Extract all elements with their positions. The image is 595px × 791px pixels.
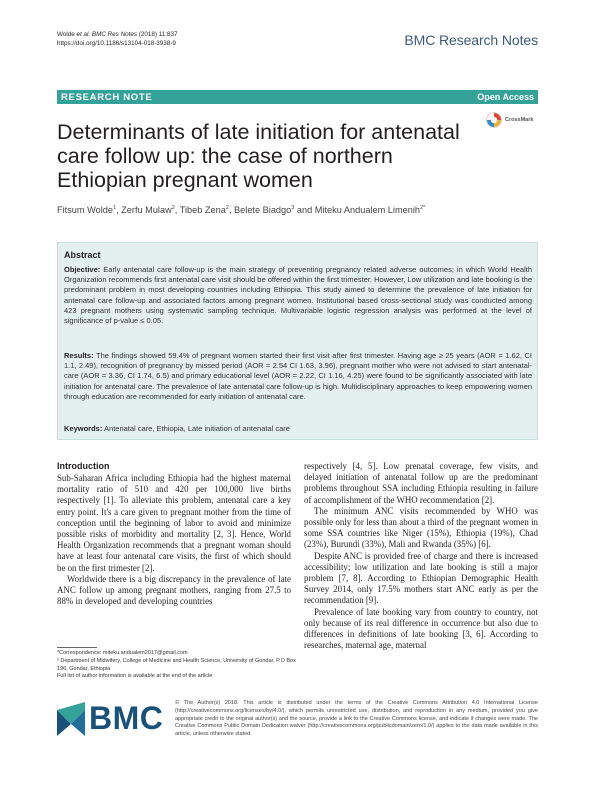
section-heading-introduction: Introduction <box>57 461 110 471</box>
footnote <box>57 650 297 681</box>
paragraph: Sub-Saharan Africa including Ethiopia had the highest maternal mortality ratio of 510 and 420 per 100,000 live births respectively [1]. To alleviate this problem, antenatal care a key entry point. It's a care given to pregnant mother from the time of conception until the beginning of labor to avoid and minimize possible risks of morbidity and mortality [2, 3]. Hence, World Health Organization recommends that a pregnant woman should have at least four antenatal care visits, the first of which should be on the first trimester [2]. <box>57 473 291 573</box>
affiliation: ² Department of Midwifery, College of Medicine and Health Science, University of Gondar, P.O Box 196, Gondar, Ethiopia <box>57 657 296 672</box>
correspondence[interactable]: *Correspondence: miteku.andualem2017@gmail.com <box>57 650 188 656</box>
abstract-box <box>57 242 538 440</box>
bmc-logo <box>57 700 163 737</box>
affiliation-mark: 3 <box>291 205 295 211</box>
paragraph: respectively [4, 5]. Low prenatal coverage, few visits, and delayed initiation of antenatal follow up are the predominant problems throughout SSA including Ethiopia resulting in failure of accomplishment of the WHO recommendation [2]. <box>304 461 538 505</box>
paragraph: Prevalence of late booking vary from country to country, not only because of its real difference in occurrence but also due to differences in definitions of late booking [3, 6]. According to researches, maternal age, maternal <box>304 606 538 651</box>
article-type-banner <box>57 90 538 104</box>
author[interactable]: Belete Biadgo <box>234 205 292 216</box>
license-text: © The Author(s) 2018. This article is distributed under the terms of the Creative Commons Attribution 4.0 International License (http://creativecommons.org/licenses/by/4.0/), which permits unrestricted use, distribution, and reproduction in any medium, provided you give appropriate credit to the original author(s) and the source, provide a link to the Creative Commons license, and indicate if changes were made. The Creative Commons Public Domain Dedication waiver (http://creativecommons.org/publicdomain/zero/1.0/) applies to the data made available in this article, unless otherwise stated. <box>175 700 538 738</box>
crossmark-badge[interactable] <box>486 112 533 128</box>
keywords-text: Antenatal care, Ethiopia, Late initiation of antenatal care <box>104 424 290 433</box>
paragraph: Worldwide there is a big discrepancy in the prevalence of late ANC follow up among pregnant mothers, ranging from 27.5 to 88% in developed and developing countries <box>57 573 291 607</box>
bmc-logo-text: BMC <box>89 700 164 736</box>
objective-text: Early antenatal care follow-up is the main strategy of preventing pregnancy related adverse outcomes; in which World Health Organization recommends first antenatal care visit should be offered within the first trimester. However, Low utilization and late booking is the predominant problem in most developing countries including Ethiopia. This study aimed to determine the prevalence of late initiation for antenatal care follow-up and associated factors among pregnant women. Institutional based cross-sectional study was conducted among 423 pregnant mothers using systematic sampling technique. Multivariable logistic regression analysis was performed at the level of significance of p-value ≤ 0.05. <box>64 265 532 326</box>
citation-author: Wolde <box>57 31 77 38</box>
author[interactable]: Miteku Andualem Limenih <box>314 205 420 216</box>
citation <box>57 31 178 48</box>
author-list: Fitsum Wolde$^1$, Zerfu Mulaw$^2$, Tibeb Zena$^2$, Belete Biadgo$^3$ and Miteku Andualem Limenih$^{2*}$ <box>57 205 426 216</box>
paragraph: Despite ANC is provided free of charge and there is increased accessibility; low utilization and late booking is still a major problem [7, 8]. According to Ethiopian Demographic Health Survey 2014, only 17.5% mothers start ANC early as per the recommendation [9]. <box>304 550 538 606</box>
citation-volume: (2018) 11:837 <box>137 31 178 38</box>
citation-journal: et al. BMC Res Notes <box>76 31 138 38</box>
objective-label: Objective: <box>64 265 101 274</box>
bmc-logo-icon <box>57 702 85 736</box>
body-column-right <box>304 461 538 651</box>
crossmark-label: CrossMark <box>505 117 534 123</box>
author-info-note: Full list of author information is available at the end of the article <box>57 673 213 680</box>
footnote-rule <box>57 647 97 648</box>
body-column-left <box>57 473 291 607</box>
affiliation-mark: 2 <box>171 205 175 211</box>
article-title: Determinants of late initiation for antenatal care follow up: the case of northern Ethiopian pregnant women <box>57 120 460 192</box>
open-access-label: Open Access <box>477 92 534 102</box>
affiliation-mark: 2 <box>225 205 229 211</box>
article-type-label: RESEARCH NOTE <box>61 91 153 103</box>
journal-name: BMC Research Notes <box>404 32 538 48</box>
results-text: The findings showed 59.4% of pregnant women started their first visit after first trimester. Having age ≥ 25 years (AOR = 1.62, CI 1.1, 2.49), recognition of pregnancy by missed period (AOR = 2.54 CI 1.63, 3.96), pregnant mother who were not advised to start antenatal-care (AOR = 3.36, CI 1.74, 6.5) and primary educational level (AOR = 2.22, CI 1.16, 4.25) were found to be significantly associated with late initiation for antenatal care. The prevalence of late antenatal care follow-up is high. Multidisciplinary approaches to keep empowering women through education are recommended for early initiation of antenatal care. <box>64 351 533 401</box>
paragraph: The minimum ANC visits recommended by WHO was possible only for less than about a third of the pregnant women in some SSA countries like Niger (15%), Ethiopia (19%), Chad (23%), Burundi (33%), Mali and Rwanda (35%) [6]. <box>304 505 538 550</box>
crossmark-icon <box>486 112 502 128</box>
abstract-results <box>64 351 532 402</box>
author[interactable]: Fitsum Wolde <box>57 205 113 216</box>
keywords-label: Keywords: <box>64 424 103 433</box>
affiliation-mark: 2* <box>419 205 426 211</box>
affiliation-mark: 1 <box>113 205 117 211</box>
author[interactable]: Zerfu Mulaw <box>121 205 172 216</box>
results-label: Results: <box>64 351 94 360</box>
author[interactable]: Tibeb Zena <box>179 205 226 216</box>
abstract-keywords <box>64 424 532 434</box>
abstract-heading: Abstract <box>64 250 101 260</box>
abstract-objective <box>64 265 532 326</box>
doi-link[interactable]: https://doi.org/10.1186/s13104-018-3938-9 <box>57 39 176 47</box>
